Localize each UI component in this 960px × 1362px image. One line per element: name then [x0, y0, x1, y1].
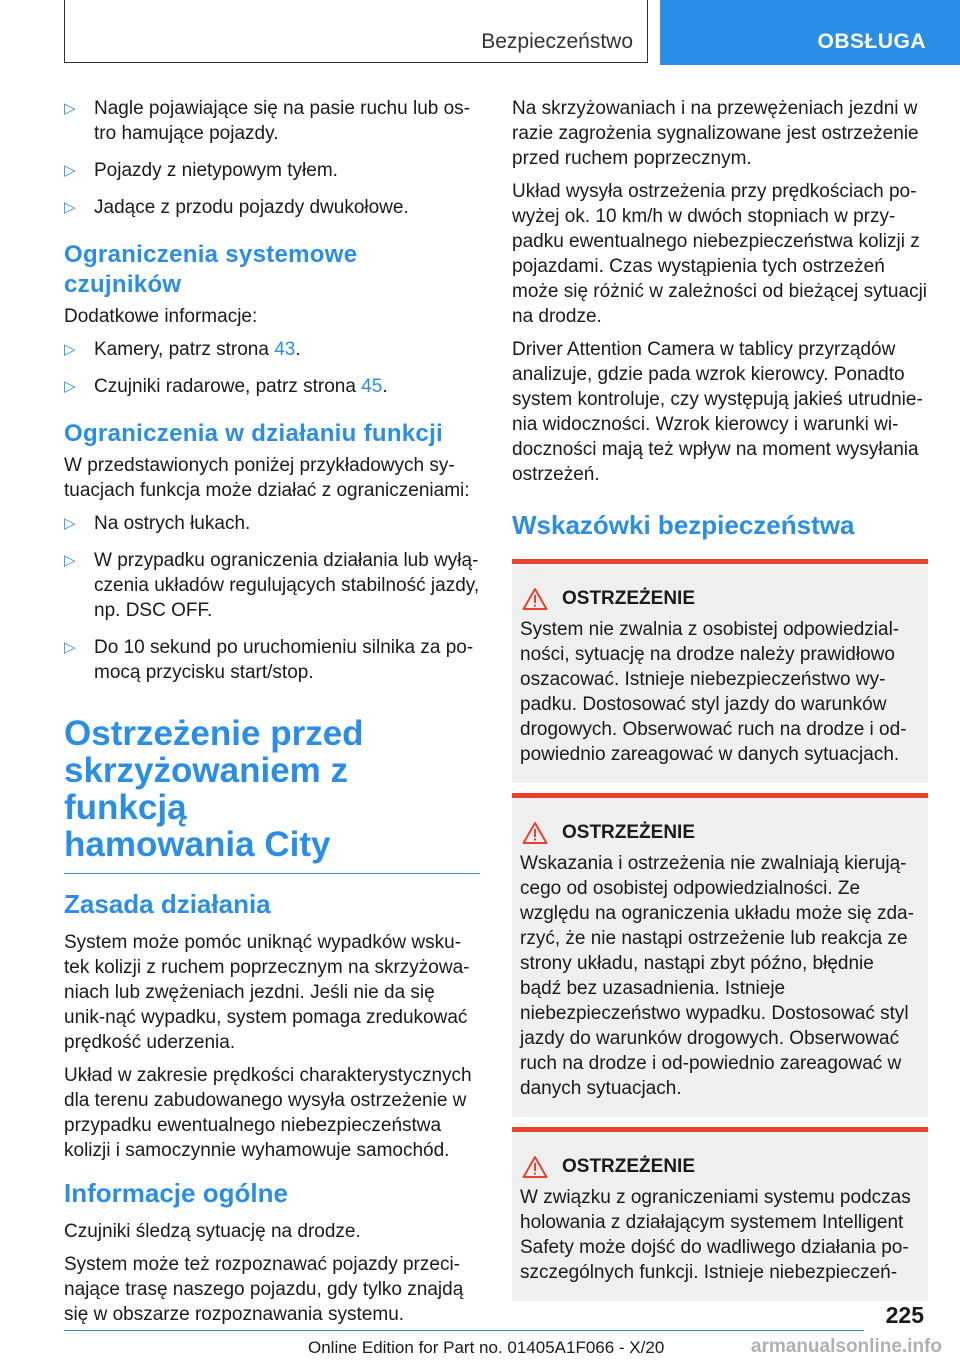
warning-title-text: OSTRZEŻENIE: [562, 1156, 696, 1177]
triangle-bullet-icon: ▷: [64, 199, 76, 216]
warning-title-text: OSTRZEŻENIE: [562, 588, 696, 609]
function-limits-list: [64, 511, 480, 685]
list-item-text: Do 10 sekund po uruchomieniu silnika za po-mocą przycisku start/stop.: [94, 637, 474, 683]
list-item-text: Pojazdy z nietypowym tyłem.: [94, 160, 338, 181]
page-link[interactable]: 43: [274, 339, 296, 360]
page-link[interactable]: 45: [361, 376, 383, 397]
header-section-box: [64, 0, 648, 63]
main-title-line: hamowania City: [64, 825, 331, 864]
warning-triangle-icon: [522, 1155, 548, 1179]
header-chapter-label: OBSŁUGA: [817, 30, 926, 53]
warning-title: [520, 586, 920, 611]
warning-box: [512, 559, 928, 783]
list-item: [64, 96, 480, 146]
warning-box: [512, 793, 928, 1117]
warning-title: [520, 820, 920, 845]
list-item-text: Czujniki radarowe, patrz strona: [94, 376, 362, 397]
right-column: [512, 96, 928, 1311]
main-section-title: [64, 715, 480, 874]
triangle-bullet-icon: ▷: [64, 552, 76, 569]
list-item-text: Kamery, patrz strona: [94, 339, 275, 360]
footer-divider: [64, 1330, 864, 1331]
heading-sensor-limits: Ograniczenia systemowe czujników: [64, 241, 358, 298]
list-item-text: Na ostrych łukach.: [94, 513, 251, 534]
warning-body: System nie zwalnia z osobistej odpowiedzial-ności, sytuację na drodze należy prawidłowo oszacować. Istnieje niebezpieczeństwo wy-padku. Dostosować styl jazdy do warunków drogowych. Obserwować ruch na drodze i od-powiednio zareagować w danych sytuacjach.: [520, 619, 907, 765]
list-item-text: W przypadku ograniczenia działania lub wyłą-czenia układów regulujących stabilność jazdy, np. DSC OFF.: [94, 550, 480, 621]
triangle-bullet-icon: ▷: [64, 100, 76, 117]
list-item: [64, 548, 480, 623]
warning-box: [512, 1127, 928, 1301]
list-item-end: .: [382, 376, 388, 397]
sensor-limits-list: [64, 337, 480, 399]
principle-paragraph: System może pomóc uniknąć wypadków wsku-tek kolizji z ruchem poprzecznym na skrzyżowa-niach lub zwężeniach jezdni. Jeśli nie da się unik-nąć wypadku, system pomaga zredukować prędkość uderzenia.: [64, 932, 470, 1053]
list-item-text: Jadące z przodu pojazdy dwukołowe.: [94, 197, 409, 218]
sensor-limits-intro: Dodatkowe informacje:: [64, 306, 258, 327]
list-item: [64, 635, 480, 685]
triangle-bullet-icon: ▷: [64, 162, 76, 179]
triangle-bullet-icon: ▷: [64, 515, 76, 532]
heading-principle: Zasada działania: [64, 889, 271, 919]
warning-title: [520, 1154, 920, 1179]
main-title-line: Ostrzeżenie przed: [64, 714, 364, 753]
list-item: [64, 195, 480, 220]
footer-edition-text: Online Edition for Part no. 01405A1F066 - X/20: [308, 1338, 665, 1357]
left-column: [64, 96, 480, 1335]
general-paragraph: Czujniki śledzą sytuację na drodze.: [64, 1221, 361, 1242]
warning-body: W związku z ograniczeniami systemu podczas holowania z działającym systemem Intelligent Safety może dojść do wadliwego działania po-szczególnych funkcji. Istnieje niebezpieczeń-: [520, 1187, 911, 1283]
body-paragraph: Układ wysyła ostrzeżenia przy prędkościach po-wyżej ok. 10 km/h w dwóch stopniach w przy-padku ewentualnego niebezpieczeństwa kolizji z pojazdami. Czas wystąpienia tych ostrzeżeń może się różnić w zależności od bieżącej sytuacji na drodze.: [512, 181, 928, 327]
list-item: [64, 374, 480, 399]
body-paragraph: Driver Attention Camera w tablicy przyrządów analizuje, gdzie pada wzrok kierowcy. Ponadto system kontroluje, czy występują jakieś utrudnie-nia widoczności. Wzrok kierowcy i warunki wi-doczności mają też wpływ na moment wysyłania ostrzeżeń.: [512, 339, 923, 485]
page-number: 225: [885, 1302, 924, 1328]
triangle-bullet-icon: ▷: [64, 639, 76, 656]
warning-triangle-icon: [522, 821, 548, 845]
list-item-text: Nagle pojawiające się na pasie ruchu lub os-tro hamujące pojazdy.: [94, 98, 471, 144]
warning-title-text: OSTRZEŻENIE: [562, 822, 696, 843]
function-limits-intro: W przedstawionych poniżej przykładowych sy-tuacjach funkcja może działać z ograniczeniami:: [64, 455, 470, 501]
header-section-title: Bezpieczeństwo: [481, 30, 633, 53]
heading-safety: Wskazówki bezpieczeństwa: [512, 510, 855, 540]
header-chapter-tab[interactable]: [660, 0, 960, 65]
bullet-list-top: [64, 96, 480, 220]
list-item: [64, 511, 480, 536]
warning-triangle-icon: [522, 587, 548, 611]
triangle-bullet-icon: ▷: [64, 341, 76, 358]
heading-general: Informacje ogólne: [64, 1178, 288, 1208]
principle-paragraph: Układ w zakresie prędkości charakterystycznych dla terenu zabudowanego wysyła ostrzeżenie w przypadku ewentualnego niebezpieczeństwa kolizji i samoczynnie wyhamowuje samochód.: [64, 1065, 472, 1161]
watermark: armanualsonline.info: [750, 1336, 942, 1357]
warning-body: Wskazania i ostrzeżenia nie zwalniają kierują-cego od osobistej odpowiedzialności. Ze względu na ograniczenia układu może się zda-rzyć, że nie nastąpi ostrzeżenie lub reakcja ze strony układu, nastąpi zbyt późno, błędnie bądź bez uzasadnienia. Istnieje niebezpieczeństwo wypadku. Dostosować styl jazdy do warunków drogowych. Obserwować ruch na drodze i od-powiednio zareagować w danych sytuacjach.: [520, 853, 914, 1099]
heading-function-limits: Ograniczenia w działaniu funkcji: [64, 420, 444, 447]
list-item-end: .: [295, 339, 301, 360]
body-paragraph: Na skrzyżowaniach i na przewężeniach jezdni w razie zagrożenia sygnalizowane jest ostrzeżenie przed ruchem poprzecznym.: [512, 98, 919, 169]
list-item: [64, 158, 480, 183]
general-paragraph: System może też rozpoznawać pojazdy przeci-nające trasę naszego pojazdu, gdy tylko znajdą się w obszarze rozpoznawania systemu.: [64, 1254, 464, 1325]
main-title-line: skrzyżowaniem z funkcją: [64, 751, 348, 827]
triangle-bullet-icon: ▷: [64, 378, 76, 395]
list-item: [64, 337, 480, 362]
